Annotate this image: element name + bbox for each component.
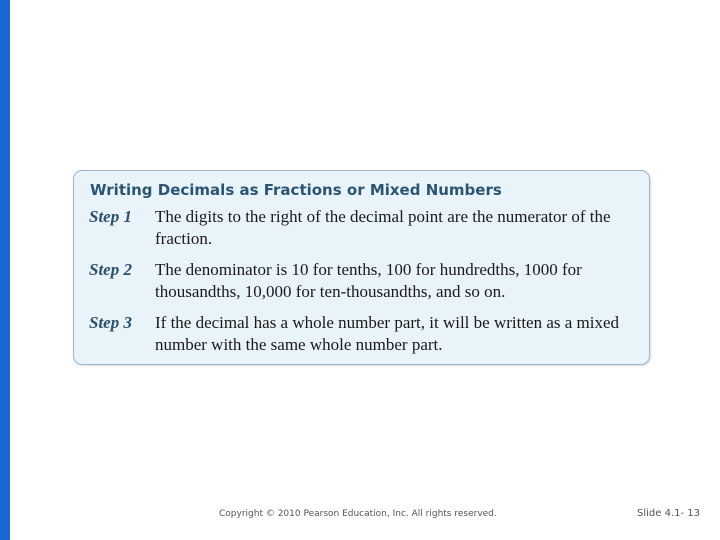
step-label: Step 3 <box>89 313 132 332</box>
box-title: Writing Decimals as Fractions or Mixed Numbers <box>90 181 502 199</box>
step-label: Step 1 <box>89 207 132 226</box>
step-label: Step 2 <box>89 260 132 279</box>
copyright-notice: Copyright © 2010 Pearson Education, Inc. All rights reserved. <box>219 509 497 519</box>
slide-accent-bar <box>0 0 10 540</box>
slide-number: Slide 4.1- 13 <box>637 508 700 519</box>
definition-box <box>73 170 650 365</box>
step-text: If the decimal has a whole number part, it will be written as a mixed number with the same whole number part. <box>155 313 620 354</box>
step-text: The denominator is 10 for tenths, 100 for hundredths, 1000 for thousandths, 10,000 for ten-thousandths, and so on. <box>155 260 582 301</box>
step-text: The digits to the right of the decimal point are the numerator of the fraction. <box>155 207 611 248</box>
